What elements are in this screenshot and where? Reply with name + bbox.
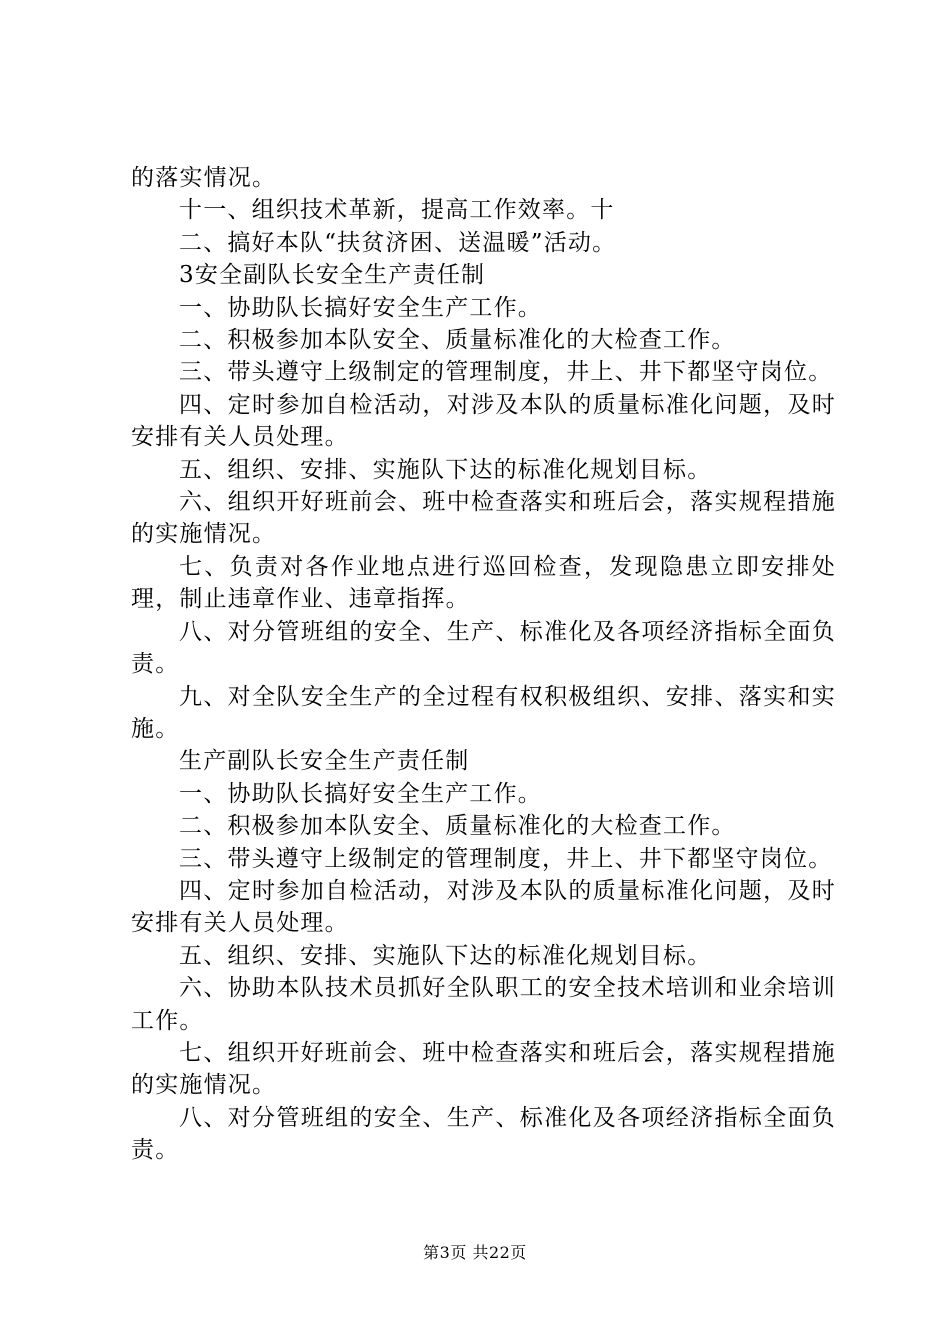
paragraph-9: 六、组织开好班前会、班中检查落实和班后会，落实规程措施的实施情况。 — [131, 489, 836, 548]
paragraph-12: 九、对全队安全生产的全过程有权积极组织、安排、落实和实施。 — [131, 683, 836, 742]
paragraph-11: 八、对分管班组的安全、生产、标准化及各项经济指标全面负责。 — [131, 618, 836, 678]
paragraph-5: 二、积极参加本队安全、质量标准化的大检查工作。 — [179, 327, 736, 354]
paragraph-6: 三、带头遵守上级制定的管理制度，井上、井下都坚守岗位。 — [179, 359, 833, 386]
paragraph-0: 的落实情况。 — [131, 165, 277, 191]
paragraph-14: 一、协助队长搞好安全生产工作。 — [179, 780, 542, 807]
paragraph-16: 三、带头遵守上级制定的管理制度，井上、井下都坚守岗位。 — [179, 845, 833, 872]
paragraph-15: 二、积极参加本队安全、质量标准化的大检查工作。 — [179, 813, 736, 840]
paragraph-2: 二、搞好本队“扶贫济困、送温暖”活动。 — [179, 229, 617, 256]
paragraph-7: 四、定时参加自检活动，对涉及本队的质量标准化问题，及时安排有关人员处理。 — [131, 391, 836, 451]
paragraph-1: 十一、组织技术革新，提高工作效率。十 — [179, 197, 615, 224]
paragraph-17: 四、定时参加自检活动，对涉及本队的质量标准化问题，及时安排有关人员处理。 — [131, 877, 836, 937]
section-heading-safety-deputy: 3安全副队长安全生产责任制 — [179, 262, 486, 289]
paragraph-21: 八、对分管班组的安全、生产、标准化及各项经济指标全面负责。 — [131, 1104, 836, 1164]
paragraph-19: 六、协助本队技术员抓好全队职工的安全技术培训和业余培训工作。 — [131, 975, 836, 1034]
section-heading-production-deputy: 生产副队长安全生产责任制 — [179, 748, 470, 775]
paragraph-18: 五、组织、安排、实施队下达的标准化规划目标。 — [179, 942, 712, 969]
paragraph-20: 七、组织开好班前会、班中检查落实和班后会，落实规程措施的实施情况。 — [131, 1039, 836, 1099]
document-body — [131, 162, 836, 1167]
paragraph-8: 五、组织、安排、实施队下达的标准化规划目标。 — [179, 456, 712, 483]
paragraph-4: 一、协助队长搞好安全生产工作。 — [179, 294, 542, 321]
paragraph-10: 七、负责对各作业地点进行巡回检查，发现隐患立即安排处理，制止违章作业、违章指挥。 — [131, 553, 836, 613]
page-footer: 第3页 共22页 — [423, 1243, 527, 1262]
